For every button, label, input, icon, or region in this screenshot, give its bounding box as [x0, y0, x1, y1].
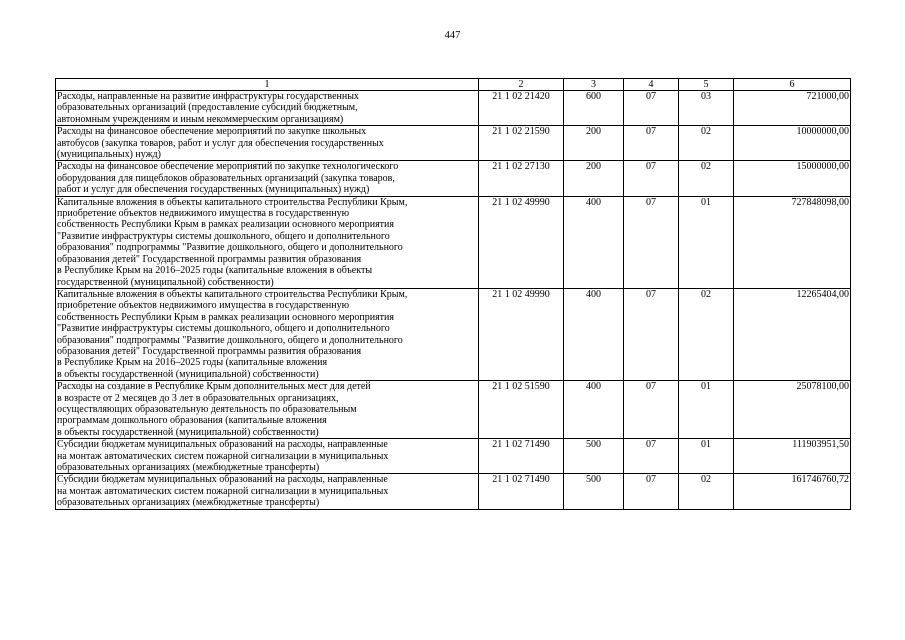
expense-type-cell: 500: [564, 474, 624, 509]
table-row: [56, 288, 851, 380]
description-cell: Расходы на финансовое обеспечение мероприятий по закупке школьных автобусов (закупка товаров, работ и услуг для обеспечения государственных (муниципальных) нужд): [56, 126, 479, 161]
table-row: [56, 161, 851, 196]
subsection-cell: 02: [679, 161, 734, 196]
subsection-cell: 02: [679, 126, 734, 161]
subsection-cell: 02: [679, 288, 734, 380]
amount-cell: 161746760,72: [734, 474, 851, 509]
table-row: [56, 126, 851, 161]
header-cell: 4: [624, 79, 679, 91]
expense-type-cell: 400: [564, 381, 624, 439]
subsection-cell: 01: [679, 196, 734, 288]
section-cell: 07: [624, 126, 679, 161]
expense-type-cell: 500: [564, 439, 624, 474]
header-cell: 2: [479, 79, 564, 91]
table-row: [56, 196, 851, 288]
code-cell: 21 1 02 49990: [479, 288, 564, 380]
table-row: [56, 474, 851, 509]
subsection-cell: 01: [679, 381, 734, 439]
code-cell: 21 1 02 27130: [479, 161, 564, 196]
expense-type-cell: 400: [564, 288, 624, 380]
code-cell: 21 1 02 51590: [479, 381, 564, 439]
amount-cell: 727848098,00: [734, 196, 851, 288]
expense-type-cell: 200: [564, 161, 624, 196]
description-cell: Капитальные вложения в объекты капитального строительства Республики Крым, приобретение объектов недвижимого имущества в государственную собственность Республики Крым в рамках реализации основного мероприятия "Развитие инфраструктуры системы дошкольного, общего и дополнительного образования" подпрограммы "Развитие дошкольного, общего и дополнительного образования детей" Государственной программы развития образования в Республике Крым на 2016–2025 годы (капитальные вложения в объекты государственной (муниципальной) собственности): [56, 196, 479, 288]
amount-cell: 10000000,00: [734, 126, 851, 161]
section-cell: 07: [624, 91, 679, 126]
amount-cell: 15000000,00: [734, 161, 851, 196]
description-cell: Расходы, направленные на развитие инфраструктуры государственных образовательных организаций (предоставление субсидий бюджетным, автономным учреждениям и иным некоммерческим организациям): [56, 91, 479, 126]
description-cell: Капитальные вложения в объекты капитального строительства Республики Крым, приобретение объектов недвижимого имущества в государственную собственность Республики Крым в рамках реализации основного мероприятия "Развитие инфраструктуры системы дошкольного, общего и дополнительного образования" подпрограммы "Развитие дошкольного, общего и дополнительного образования детей" Государственной программы развития образования в Республике Крым на 2016–2025 годы (капитальные вложения в объекты государственной (муниципальной) собственности): [56, 288, 479, 380]
header-cell: 1: [56, 79, 479, 91]
amount-cell: 721000,00: [734, 91, 851, 126]
code-cell: 21 1 02 49990: [479, 196, 564, 288]
header-cell: 6: [734, 79, 851, 91]
amount-cell: 111903951,50: [734, 439, 851, 474]
section-cell: 07: [624, 381, 679, 439]
table-row: [56, 439, 851, 474]
subsection-cell: 02: [679, 474, 734, 509]
section-cell: 07: [624, 474, 679, 509]
expense-type-cell: 200: [564, 126, 624, 161]
header-cell: 5: [679, 79, 734, 91]
code-cell: 21 1 02 21590: [479, 126, 564, 161]
table-row: [56, 381, 851, 439]
code-cell: 21 1 02 71490: [479, 439, 564, 474]
section-cell: 07: [624, 196, 679, 288]
amount-cell: 25078100,00: [734, 381, 851, 439]
subsection-cell: 01: [679, 439, 734, 474]
page-number: 447: [444, 30, 461, 41]
code-cell: 21 1 02 71490: [479, 474, 564, 509]
budget-table: [55, 78, 851, 510]
section-cell: 07: [624, 439, 679, 474]
table-header-row: [56, 79, 851, 91]
expense-type-cell: 400: [564, 196, 624, 288]
description-cell: Субсидии бюджетам муниципальных образований на расходы, направленные на монтаж автоматических систем пожарной сигнализации в муниципальных образовательных организациях (межбюджетные трансферты): [56, 439, 479, 474]
expense-type-cell: 600: [564, 91, 624, 126]
code-cell: 21 1 02 21420: [479, 91, 564, 126]
section-cell: 07: [624, 161, 679, 196]
header-cell: 3: [564, 79, 624, 91]
description-cell: Расходы на создание в Республике Крым дополнительных мест для детей в возрасте от 2 месяцев до 3 лет в образовательных организациях, осуществляющих образовательную деятельность по образовательным программам дошкольного образования (капитальные вложения в объекты государственной (муниципальной) собственности): [56, 381, 479, 439]
description-cell: Субсидии бюджетам муниципальных образований на расходы, направленные на монтаж автоматических систем пожарной сигнализации в муниципальных образовательных организациях (межбюджетные трансферты): [56, 474, 479, 509]
subsection-cell: 03: [679, 91, 734, 126]
description-cell: Расходы на финансовое обеспечение мероприятий по закупке технологического оборудования для пищеблоков образовательных организаций (закупка товаров, работ и услуг для обеспечения государственных (муниципальных) нужд): [56, 161, 479, 196]
table-row: [56, 91, 851, 126]
section-cell: 07: [624, 288, 679, 380]
amount-cell: 12265404,00: [734, 288, 851, 380]
